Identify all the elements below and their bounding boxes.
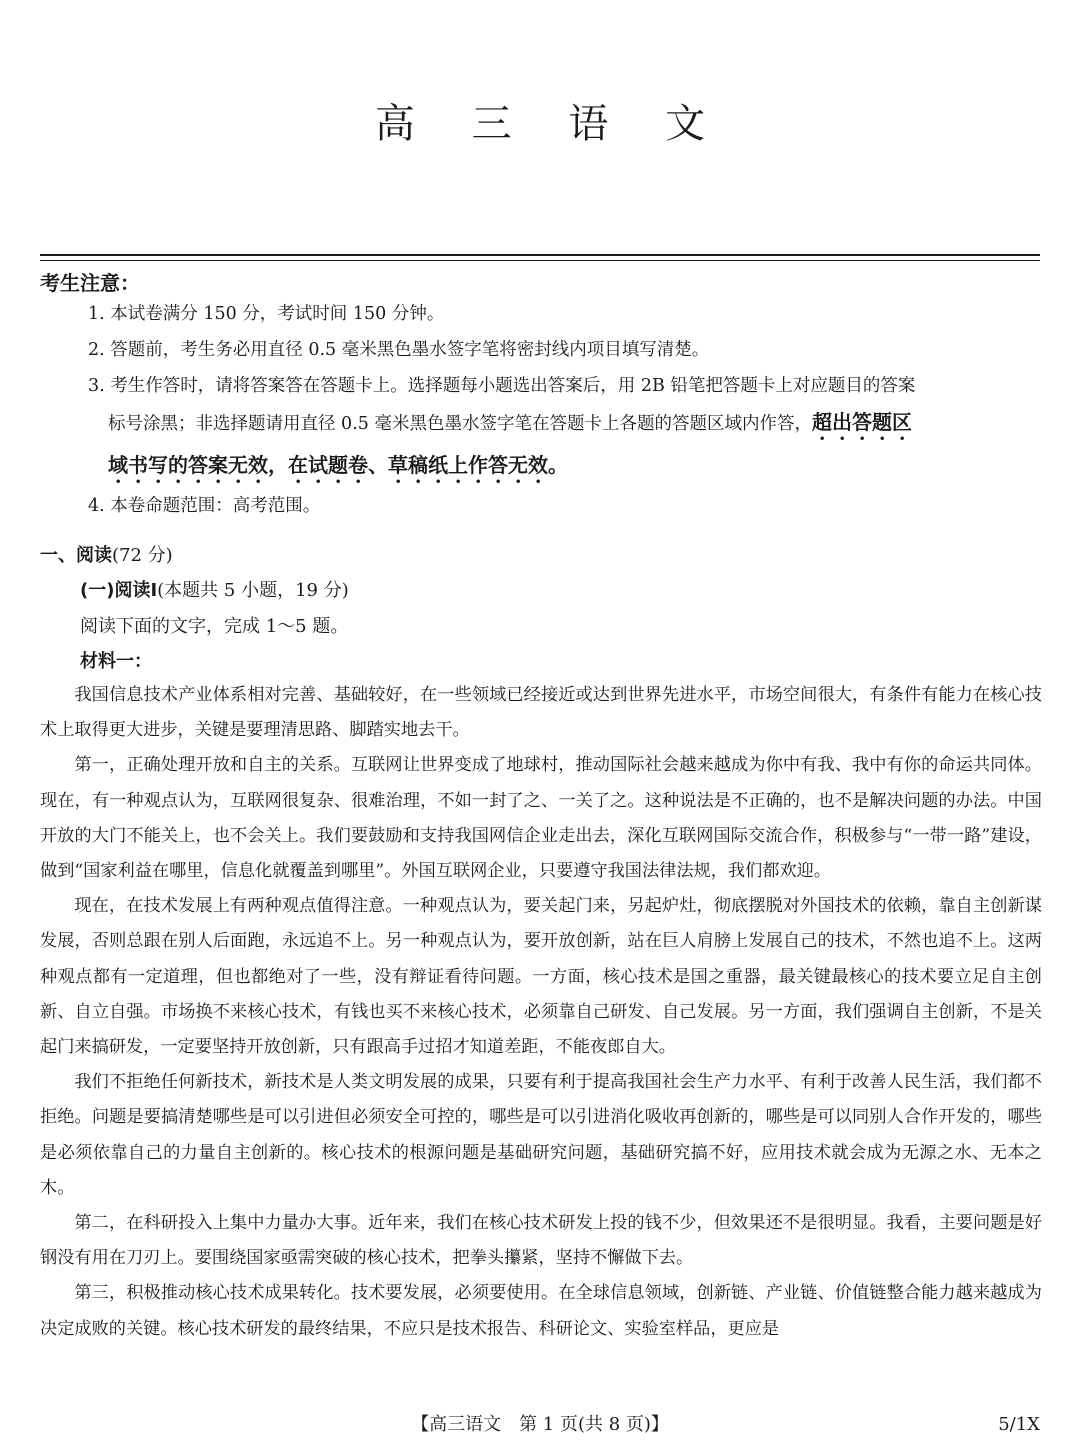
notice-item: 2. 答题前，考生务必用直径 0.5 毫米黑色墨水签字笔将密封线内项目填写清楚。 (88, 340, 710, 360)
paragraph: 第二，在科研投入上集中力量办大事。近年来，我们在核心技术研发上投的钱不少，但效果还不是很明显。我看，主要问题是好钢没有用在刀刃上。要围绕国家亟需突破的核心技术，把拳头攥紧，坚持不懈做下去。 (40, 1213, 1042, 1269)
notice-list (88, 296, 1043, 524)
reading-part-info: (本题共 5 小题，19 分) (157, 580, 349, 601)
notice-emphasis-b: 域书写的答案无效，在试题卷、草稿纸上作答无效。 (108, 453, 568, 477)
notice-item: 1. 本试卷满分 150 分，考试时间 150 分钟。 (88, 304, 445, 324)
reading-instruction: 阅读下面的文字，完成 1～5 题。 (80, 616, 349, 637)
section-heading-score: (72 分) (112, 545, 173, 566)
exam-title: 高 三 语 文 (374, 101, 728, 147)
page-footer: 【高三语文 第 1 页(共 8 页)】 (411, 1414, 669, 1435)
notice-item-3-text: 标号涂黑；非选择题请用直径 0.5 毫米黑色墨水签字笔在答题卡上各题的答题区域内作答， (108, 414, 812, 434)
reading-part-heading (80, 575, 349, 607)
material-label: 材料一： (80, 651, 152, 672)
notice-item (88, 368, 1043, 488)
paragraph: 现在，在技术发展上有两种观点值得注意。一种观点认为，要关起门来，另起炉灶，彻底摆脱对外国技术的依赖，靠自主创新谋发展，否则总跟在别人后面跑，永远追不上。另一种观点认为，要开放创新，站在巨人肩膀上发展自己的技术，不然也追不上。这两种观点都有一定道理，但也都绝对了一些，没有辩证看待问题。一方面，核心技术是国之重器，最关键最核心的技术要立足自主创新、自立自强。市场换不来核心技术，有钱也买不来核心技术，必须靠自己研发、自己发展。另一方面，我们强调自主创新，不是关起门来搞研发，一定要坚持开放创新，只有跟高手过招才知道差距，不能夜郎自大。 (40, 896, 1042, 1058)
notice-emphasis-a: 超出答题区 (811, 410, 912, 434)
paragraph: 第三，积极推动核心技术成果转化。技术要发展，必须要使用。在全球信息领域，创新链、产业链、价值链整合能力越来越成为决定成败的关键。核心技术研发的最终结果，不应只是技术报告、科研论文、实验室样品，更应是 (40, 1283, 1042, 1339)
reading-part-label: (一)阅读Ⅰ (80, 580, 158, 601)
notice-item-3-line1: 3. 考生作答时，请将答案答在答题卡上。选择题每小题选出答案后，用 2B 铅笔把答题卡上对应题目的答案 (88, 376, 916, 396)
material-body (40, 678, 1042, 1347)
section-heading-label: 一、阅读 (40, 545, 112, 566)
header-rule-thick (40, 254, 1040, 256)
section-heading (40, 540, 173, 572)
paragraph: 第一，正确处理开放和自主的关系。互联网让世界变成了地球村，推动国际社会越来越成为你中有我、我中有你的命运共同体。现在，有一种观点认为，互联网很复杂、很难治理，不如一封了之、一关了之。这种说法是不正确的，也不是解决问题的办法。中国开放的大门不能关上，也不会关上。我们要鼓励和支持我国网信企业走出去，深化互联网国际交流合作，积极参与“一带一路”建设，做到“国家利益在哪里，信息化就覆盖到哪里”。外国互联网企业，只要遵守我国法律法规，我们都欢迎。 (40, 755, 1042, 882)
paragraph: 我国信息技术产业体系相对完善、基础较好，在一些领域已经接近或达到世界先进水平，市场空间很大，有条件有能力在核心技术上取得更大进步，关键是要理清思路、脚踏实地去干。 (40, 685, 1042, 741)
header-rule-thin (40, 260, 1040, 261)
notice-heading: 考生注意： (40, 271, 140, 295)
footer-code: 5/1X (998, 1414, 1040, 1435)
notice-item: 4. 本卷命题范围：高考范围。 (88, 496, 321, 516)
notice-item-3-line2 (88, 404, 1043, 445)
paragraph: 我们不拒绝任何新技术，新技术是人类文明发展的成果，只要有利于提高我国社会生产力水平、有利于改善人民生活，我们都不拒绝。问题是要搞清楚哪些是可以引进但必须安全可控的，哪些是可以引进消化吸收再创新的，哪些是可以同别人合作开发的，哪些是必须依靠自己的力量自主创新的。核心技术的根源问题是基础研究问题，基础研究搞不好，应用技术就会成为无源之水、无本之木。 (40, 1072, 1042, 1198)
